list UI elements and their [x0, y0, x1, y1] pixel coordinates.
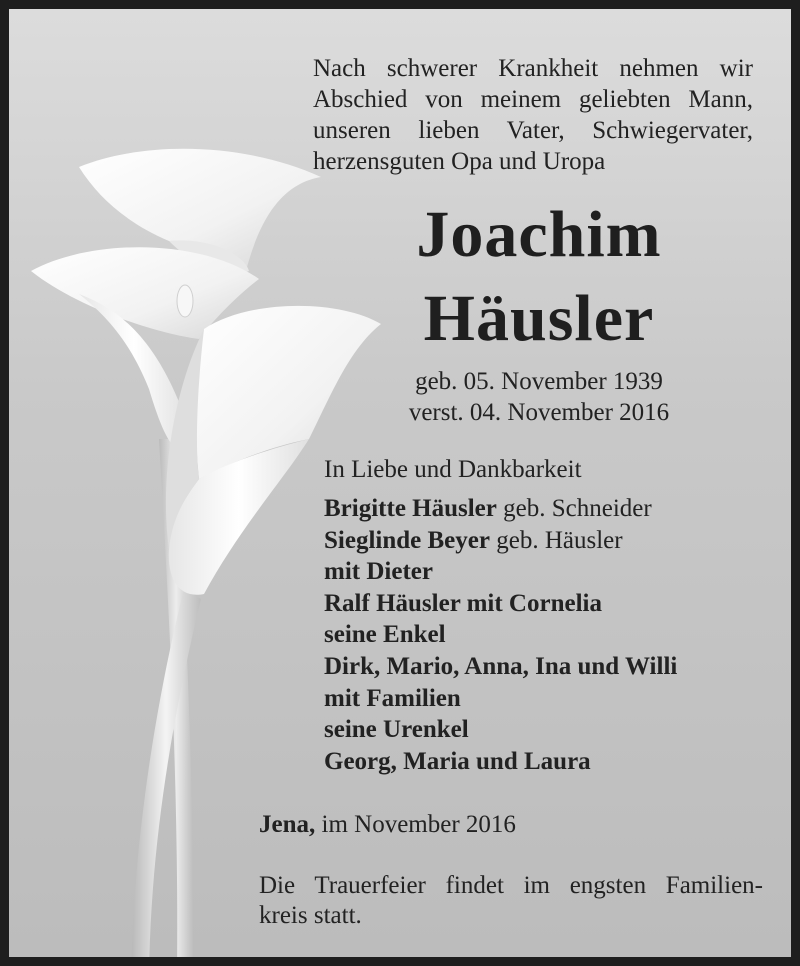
death-date: verst. 04. November 2016	[408, 399, 670, 426]
mourner-line: mit Dieter	[324, 558, 433, 586]
mourner-line: Sieglinde Beyer geb. Häusler	[324, 526, 623, 554]
birth-date: geb. 05. November 1939	[415, 368, 663, 395]
place-and-date	[259, 811, 516, 839]
city: Jena,	[259, 811, 316, 838]
funeral-notice	[259, 871, 763, 931]
mourner-line: mit Familien	[324, 684, 461, 712]
mourner-line: seine Enkel	[324, 621, 446, 649]
funeral-line: Die Trauerfeier findet im engsten Familien-	[259, 872, 763, 899]
deceased-first-name: Joachim	[416, 198, 662, 271]
intro-line: Nach schwerer Krankheit nehmen wir	[313, 55, 753, 82]
closing-phrase: In Liebe und Dankbarkeit	[324, 456, 582, 483]
life-dates	[304, 366, 774, 428]
mourner-line: Georg, Maria und Laura	[324, 747, 591, 775]
mourner-line: Ralf Häusler mit Cornelia	[324, 589, 602, 617]
intro-line: unseren lieben Vater, Schwiegervater,	[313, 117, 753, 144]
mourners-list	[324, 493, 677, 777]
intro-line: Abschied von meinem geliebten Mann,	[313, 86, 753, 113]
mourner-line: Dirk, Mario, Anna, Ina und Willi	[324, 652, 678, 680]
mourner-line: seine Urenkel	[324, 716, 469, 744]
funeral-line: kreis statt.	[259, 902, 362, 929]
mourner-line: Brigitte Häusler geb. Schneider	[324, 495, 652, 522]
month-year: im November 2016	[315, 811, 516, 838]
intro-line: herzensguten Opa und Uropa	[313, 148, 606, 175]
deceased-last-name: Häusler	[423, 282, 655, 355]
intro-text	[313, 53, 753, 177]
